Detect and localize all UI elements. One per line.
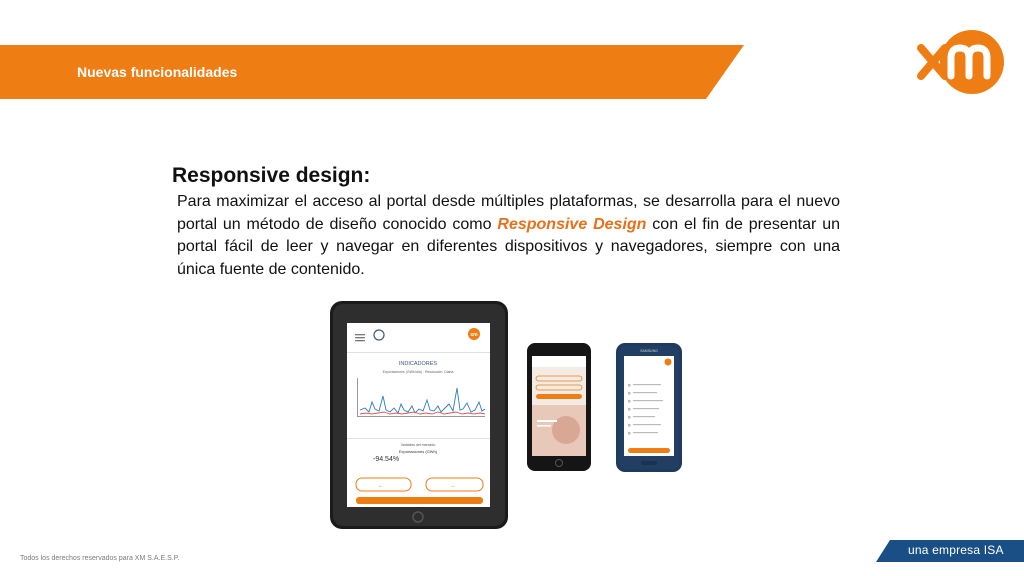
tablet-section-label: Variables del mercado (400, 443, 436, 447)
page-title: Responsive design: (172, 164, 371, 187)
copyright-footer: Todos los derechos reservados para XM S.A.E.S.P. (20, 555, 180, 562)
tablet-device (330, 301, 508, 529)
responsive-design-highlight: Responsive Design (497, 215, 647, 233)
banner-label: Nuevas funcionalidades (77, 64, 238, 80)
tablet-logo-text: xm (470, 332, 478, 338)
samsung-brand-label: SAMSUNG (640, 349, 658, 353)
isa-label: una empresa ISA (908, 543, 1004, 557)
tablet-metric-label: Exportaciones (GWh) (398, 449, 438, 454)
svg-text:←: ← (378, 483, 384, 489)
paragraph-text-start: Para maximizar el acceso al portal desde múltiples plataformas, se desarrolla para el nuevo portal un método de diseño conocido como (177, 193, 840, 233)
iphone-device (527, 343, 591, 471)
tablet-chart-title: Exportaciones (GWh/día) - Resolución: Diaria (382, 370, 454, 374)
paragraph-text-end: con el fin de presentar un portal fácil de leer y navegar en diferentes dispositivos y navegadores, siempre con una única fuente de contenido. (177, 215, 840, 278)
samsung-phone-device (616, 343, 682, 472)
svg-text:→: → (450, 483, 456, 489)
tablet-metric-value: -94.54% (373, 456, 400, 463)
tablet-heading: INDICADORES (398, 361, 438, 367)
